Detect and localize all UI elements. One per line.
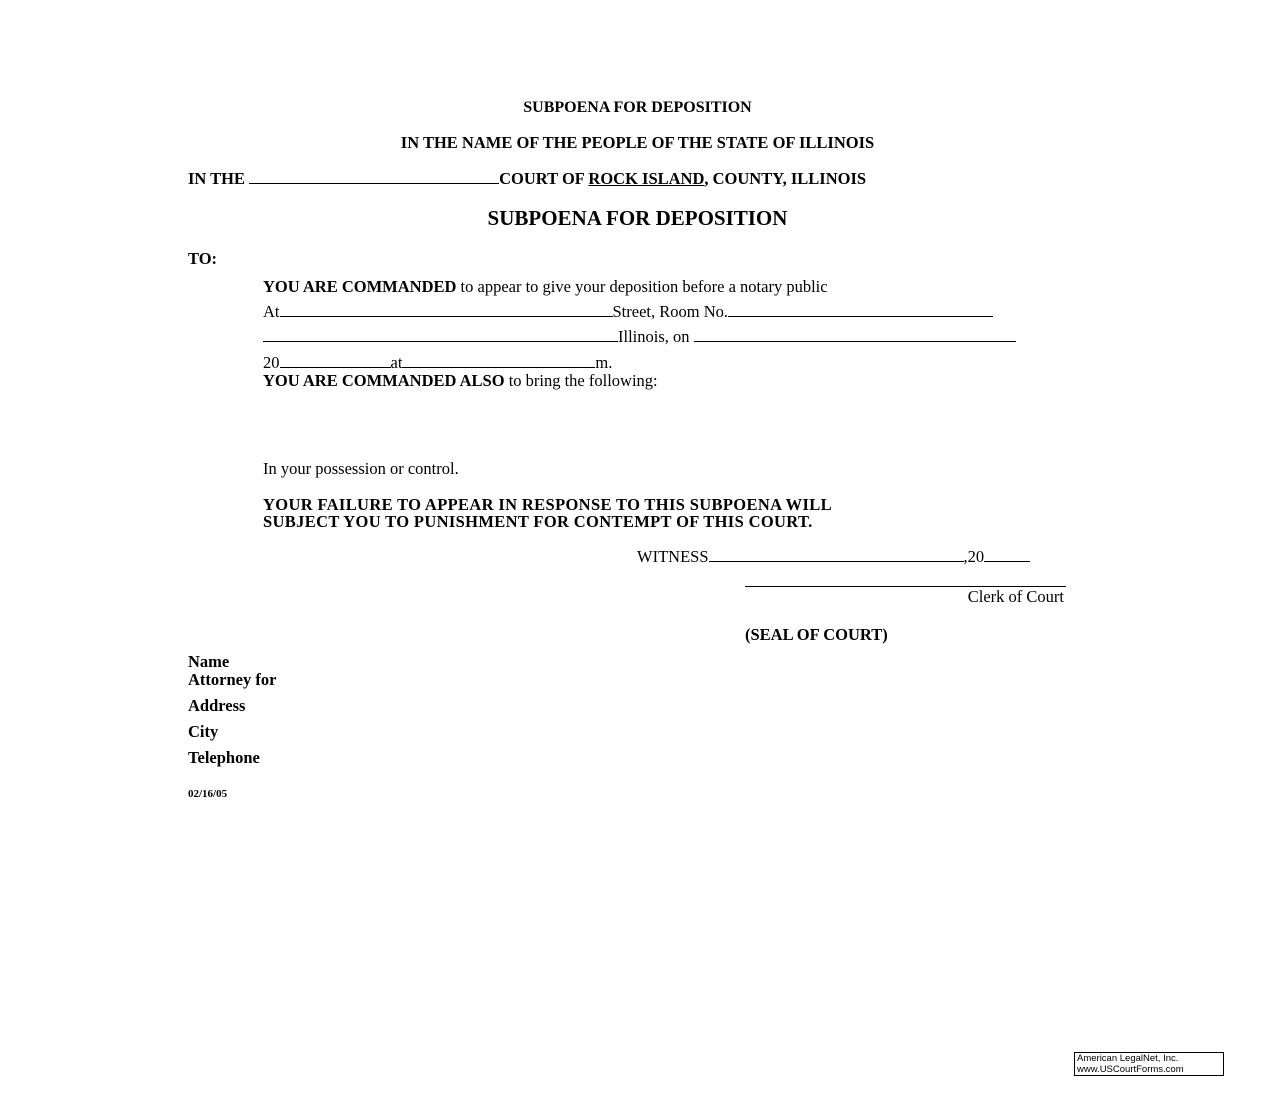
court-prefix: IN THE: [188, 169, 246, 188]
publisher-footer: [1074, 1052, 1224, 1076]
court-of: COURT OF: [499, 169, 585, 188]
county-name: ROCK ISLAND: [588, 169, 705, 188]
commanded-text: to appear to give your deposition before a notary public: [456, 277, 828, 296]
year-prefix: 20: [263, 353, 280, 372]
time-blank[interactable]: [402, 353, 595, 368]
at-label: At: [263, 302, 280, 321]
failure-warning-line1: YOUR FAILURE TO APPEAR IN RESPONSE TO THIS SUBPOENA WILL: [263, 495, 832, 514]
m-suffix: m.: [595, 353, 613, 372]
form-date: 02/16/05: [188, 788, 228, 800]
attorney-name-label: Name: [188, 652, 230, 671]
publisher-url[interactable]: www.USCourtForms.com: [1077, 1064, 1184, 1075]
street-label: Street, Room No.: [612, 302, 728, 321]
county-suffix: , COUNTY, ILLINOIS: [704, 169, 867, 188]
also-bold: YOU ARE COMMANDED ALSO: [263, 371, 505, 390]
address-line: [263, 302, 993, 322]
room-blank[interactable]: [728, 302, 993, 317]
seal-label: (SEAL OF COURT): [745, 625, 888, 644]
year-blank[interactable]: [280, 353, 391, 368]
witness-blank[interactable]: [709, 547, 964, 562]
witness-label: WITNESS: [637, 547, 709, 566]
witness-line: [637, 547, 1030, 567]
attorney-telephone-label: Telephone: [188, 748, 260, 767]
court-line: [188, 169, 866, 189]
to-label: TO:: [188, 249, 218, 268]
publisher-name: American LegalNet, Inc.: [1077, 1053, 1179, 1064]
attorney-city-label: City: [188, 722, 219, 741]
attorney-for-label: Attorney for: [188, 670, 277, 689]
attorney-address-label: Address: [188, 696, 246, 715]
possession-text: In your possession or control.: [263, 459, 459, 478]
witness-year: ,20: [963, 547, 985, 566]
also-text: to bring the following:: [504, 371, 658, 390]
commanded-line: [263, 277, 828, 297]
court-name-blank[interactable]: [249, 169, 499, 184]
page-title: SUBPOENA FOR DEPOSITION: [487, 206, 788, 230]
commanded-bold: YOU ARE COMMANDED: [263, 277, 457, 296]
header-title-small: SUBPOENA FOR DEPOSITION: [523, 99, 752, 116]
illinois-on: Illinois, on: [618, 327, 690, 346]
clerk-label: Clerk of Court: [967, 587, 1064, 606]
date-blank[interactable]: [694, 327, 1016, 342]
at-time: at: [390, 353, 403, 372]
city-blank[interactable]: [263, 327, 618, 342]
street-blank[interactable]: [280, 302, 613, 317]
witness-year-blank[interactable]: [984, 547, 1030, 562]
failure-warning-line2: SUBJECT YOU TO PUNISHMENT FOR CONTEMPT OF THIS COURT.: [263, 512, 813, 531]
people-line: IN THE NAME OF THE PEOPLE OF THE STATE OF ILLINOIS: [400, 133, 875, 152]
city-date-line: [263, 327, 1016, 347]
also-line: [263, 371, 658, 391]
time-line: [263, 353, 612, 373]
